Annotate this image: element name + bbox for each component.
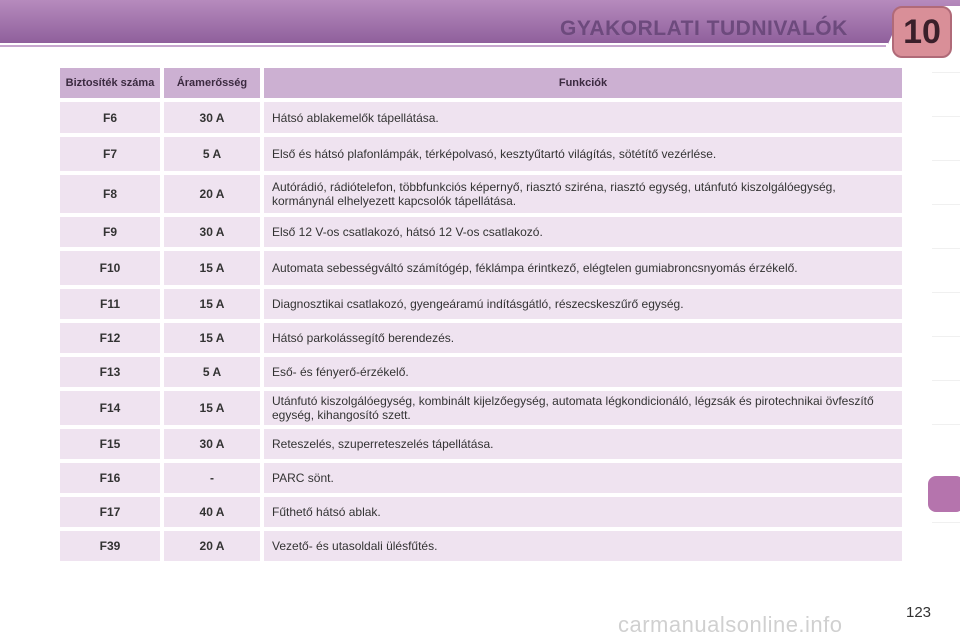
fuse-code: F17 <box>60 497 160 527</box>
table-row <box>60 497 902 527</box>
side-tab[interactable] <box>932 204 960 245</box>
table-row <box>60 102 902 133</box>
side-tab[interactable] <box>932 116 960 157</box>
fuse-amperage: 30 A <box>164 217 260 247</box>
table-row <box>60 531 902 561</box>
fuse-code: F15 <box>60 429 160 459</box>
table-row <box>60 175 902 213</box>
column-header-fuse-number: Biztosíték száma <box>60 68 160 98</box>
side-tab-active[interactable] <box>928 476 960 512</box>
fuse-code: F11 <box>60 289 160 319</box>
side-tab[interactable] <box>932 248 960 289</box>
fuse-code: F8 <box>60 175 160 213</box>
fuse-function: Eső- és fényerő-érzékelő. <box>264 357 902 387</box>
fuse-code: F16 <box>60 463 160 493</box>
fuse-amperage: - <box>164 463 260 493</box>
side-tab[interactable] <box>932 72 960 113</box>
fuse-amperage: 20 A <box>164 531 260 561</box>
fuse-function: Utánfutó kiszolgálóegység, kombinált kijelzőegység, automata légkondicionáló, légzsák és pirotechnikai övfeszítő egység, kihangosító szett. <box>264 391 902 425</box>
fuse-code: F39 <box>60 531 160 561</box>
column-header-amperage: Áramerősség <box>164 68 260 98</box>
fuse-amperage: 15 A <box>164 289 260 319</box>
fuse-function: Automata sebességváltó számítógép, féklámpa érintkező, elégtelen gumiabroncsnyomás érzékelő. <box>264 251 902 285</box>
fuse-amperage: 5 A <box>164 357 260 387</box>
fuse-amperage: 15 A <box>164 323 260 353</box>
page-title: GYAKORLATI TUDNIVALÓK <box>560 17 848 40</box>
side-tab[interactable] <box>932 522 960 563</box>
page-number: 123 <box>906 604 932 621</box>
side-tab[interactable] <box>932 380 960 421</box>
fuse-amperage: 15 A <box>164 251 260 285</box>
table-row <box>60 429 902 459</box>
table-row <box>60 251 902 285</box>
fuse-code: F7 <box>60 137 160 171</box>
side-tab[interactable] <box>932 160 960 201</box>
fuse-function: Reteszelés, szuperreteszelés tápellátása. <box>264 429 902 459</box>
table-row <box>60 357 902 387</box>
fuse-code: F10 <box>60 251 160 285</box>
fuse-function: Hátsó ablakemelők tápellátása. <box>264 102 902 133</box>
fuse-amperage: 15 A <box>164 391 260 425</box>
side-tab[interactable] <box>932 292 960 333</box>
fuse-function: Autórádió, rádiótelefon, többfunkciós képernyő, riasztó sziréna, riasztó egység, utánfutó kiszolgálóegység, kormánynál elhelyezett kapcsolók tápellátása. <box>264 175 902 213</box>
table-row <box>60 323 902 353</box>
side-tab[interactable] <box>932 336 960 377</box>
fuse-amperage: 40 A <box>164 497 260 527</box>
fuse-function: Első és hátsó plafonlámpák, térképolvasó, kesztyűtartó világítás, sötétítő vezérlése. <box>264 137 902 171</box>
page-header <box>0 0 960 58</box>
side-tab[interactable] <box>932 424 960 465</box>
table-header-row <box>60 68 902 98</box>
table-row <box>60 217 902 247</box>
fuse-amperage: 20 A <box>164 175 260 213</box>
fuse-function: Diagnosztikai csatlakozó, gyengeáramú indításgátló, részecskeszűrő egység. <box>264 289 902 319</box>
fuse-function: Első 12 V-os csatlakozó, hátsó 12 V-os csatlakozó. <box>264 217 902 247</box>
chapter-number: 10 <box>903 12 941 51</box>
fuse-table <box>56 64 906 565</box>
table-row <box>60 137 902 171</box>
fuse-function: PARC sönt. <box>264 463 902 493</box>
fuse-function: Fűthető hátsó ablak. <box>264 497 902 527</box>
fuse-function: Hátsó parkolássegítő berendezés. <box>264 323 902 353</box>
table-row <box>60 391 902 425</box>
fuse-amperage: 30 A <box>164 102 260 133</box>
table-row <box>60 289 902 319</box>
fuse-code: F13 <box>60 357 160 387</box>
fuse-code: F6 <box>60 102 160 133</box>
fuse-amperage: 5 A <box>164 137 260 171</box>
fuse-function: Vezető- és utasoldali ülésfűtés. <box>264 531 902 561</box>
fuse-amperage: 30 A <box>164 429 260 459</box>
chapter-badge <box>892 6 952 58</box>
column-header-functions: Funkciók <box>264 68 902 98</box>
fuse-code: F9 <box>60 217 160 247</box>
fuse-code: F14 <box>60 391 160 425</box>
table-row <box>60 463 902 493</box>
fuse-code: F12 <box>60 323 160 353</box>
watermark: carmanualsonline.info <box>618 612 843 637</box>
